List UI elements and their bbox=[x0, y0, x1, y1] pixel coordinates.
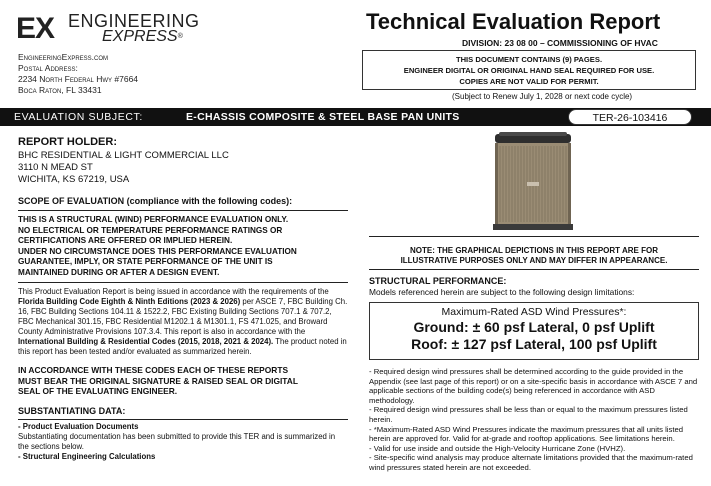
para-bold: Florida Building Code Eighth & Ninth Editions (2023 & 2026) bbox=[18, 297, 241, 306]
divider bbox=[369, 269, 699, 270]
renew-note: (Subject to Renew July 1, 2028 or next code cycle) bbox=[452, 92, 633, 101]
holder-street: 3110 N MEAD ST bbox=[18, 162, 93, 173]
accordance-notice bbox=[18, 365, 348, 397]
scope-line: THIS IS A STRUCTURAL (WIND) PERFORMANCE EVALUATION ONLY. bbox=[18, 215, 289, 224]
list-item: - *Maximum-Rated ASD Wind Pressures indicate the maximum pressures that all units listed herein are approved for. Valid for at-grade and rooftop applications. See limitations herein. bbox=[369, 424, 684, 444]
para-text: per ASCE 7, FBC Building Ch. 16, FBC Building Sections 104.11 & 1522.2, FBC Existing Building Sections 707.1 & 707.2, FBC Mechanical 301.15, FBC Residential M1202.1 & M1301.1, FS 471.025, and Broward County Administrative Provisions 107.3.4. This report is also in accordance with the bbox=[18, 297, 348, 336]
substantiating-text-1: Substantiating documentation has been submitted to provide this TER and is summarized in the sections below. bbox=[18, 431, 336, 451]
list-item: - Required design wind pressures shall be less than or equal to the maximum pressures listed herein. bbox=[369, 405, 688, 424]
document-notice-box bbox=[362, 50, 696, 90]
substantiating-heading: SUBSTANTIATING DATA: bbox=[18, 405, 126, 416]
note-line: ILLUSTRATIVE PURPOSES ONLY AND MAY DIFFER IN APPEARANCE. bbox=[400, 256, 668, 265]
company-logo bbox=[16, 12, 221, 46]
divider bbox=[18, 210, 348, 211]
notice-line-1: THIS DOCUMENT CONTAINS (9) PAGES. bbox=[455, 55, 603, 64]
substantiating-item-2: - Structural Engineering Calculations bbox=[18, 451, 156, 461]
holder-city: WICHITA, KS 67219, USA bbox=[18, 174, 130, 185]
note-line: NOTE: THE GRAPHICAL DEPICTIONS IN THIS REPORT ARE FOR bbox=[409, 246, 658, 255]
postal-address-label: Postal Address: bbox=[18, 63, 78, 73]
wind-pressure-roof: Roof: ± 127 psf Lateral, 100 psf Uplift bbox=[411, 336, 657, 352]
address-city: Boca Raton, FL 33431 bbox=[18, 85, 102, 95]
logo-word-express: EXPRESS® bbox=[102, 28, 183, 45]
left-column bbox=[18, 136, 348, 462]
structural-performance-heading: STRUCTURAL PERFORMANCE: bbox=[369, 276, 507, 286]
evaluation-subject-bar bbox=[0, 108, 711, 126]
report-holder-heading: REPORT HOLDER: bbox=[18, 136, 117, 148]
notice-line-3: COPIES ARE NOT VALID FOR PERMIT. bbox=[459, 77, 599, 86]
right-column bbox=[369, 130, 699, 473]
evaluation-subject-value: E-CHASSIS COMPOSITE & STEEL BASE PAN UNITS bbox=[186, 111, 460, 123]
wind-pressure-title: Maximum-Rated ASD Wind Pressures*: bbox=[441, 306, 627, 318]
substantiating-item-1: - Product Evaluation Documents bbox=[18, 421, 139, 431]
logo-word-engineering: ENGINEERING bbox=[68, 11, 200, 31]
limitations-list bbox=[369, 367, 699, 473]
structural-performance-text: Models referenced herein are subject to the following design limitations: bbox=[369, 287, 635, 297]
product-image-area bbox=[369, 130, 699, 234]
para-text: This Product Evaluation Report is being issued in accordance with the requirements of the bbox=[18, 287, 329, 296]
evaluation-subject-label: EVALUATION SUBJECT: bbox=[14, 111, 143, 123]
divider bbox=[369, 236, 699, 237]
logo-mark: EX bbox=[16, 12, 55, 45]
accordance-line: MUST BEAR THE ORIGINAL SIGNATURE & RAISED SEAL OR DIGITAL bbox=[18, 375, 298, 386]
holder-name: BHC RESIDENTIAL & LIGHT COMMERCIAL LLC bbox=[18, 150, 229, 161]
hvac-unit-image bbox=[489, 132, 577, 232]
list-item: - Site-specific wind analysis may produce alternate limitations provided that the maximum-rated wind pressures stated herein are not exceeded. bbox=[369, 453, 693, 472]
wind-pressure-box bbox=[369, 302, 699, 360]
company-website: EngineeringExpress.com bbox=[18, 52, 109, 62]
wind-pressure-ground: Ground: ± 60 psf Lateral, 0 psf Uplift bbox=[413, 319, 655, 335]
scope-line: GUARANTEE, IMPLY, OR STATE PERFORMANCE OF THE UNIT IS bbox=[18, 257, 273, 266]
divider bbox=[18, 419, 348, 420]
scope-line: UNDER NO CIRCUMSTANCE DOES THIS PERFORMANCE EVALUATION bbox=[18, 246, 297, 256]
notice-line-2: ENGINEER DIGITAL OR ORIGINAL HAND SEAL REQUIRED FOR USE. bbox=[403, 66, 655, 75]
list-item: - Required design wind pressures shall be determined according to the guide provided in the Appendix (see last page of this report) or on a site-specific basis in accordance with ASCE 7 and applicable sections of the building code(s) being referenced in accordance with ASD methodology. bbox=[369, 367, 698, 405]
report-title: Technical Evaluation Report bbox=[366, 9, 661, 34]
report-holder-info bbox=[18, 150, 348, 186]
accordance-line: IN ACCORDANCE WITH THESE CODES EACH OF THESE REPORTS bbox=[18, 365, 289, 375]
scope-line: MAINTAINED DURING OR AFTER A DESIGN EVENT. bbox=[18, 267, 220, 277]
para-bold: International Building & Residential Codes (2015, 2018, 2021 & 2024). bbox=[18, 337, 274, 346]
list-item: - Valid for use inside and outside the High-Velocity Hurricane Zone (HVHZ). bbox=[369, 443, 626, 453]
graphical-depiction-note bbox=[369, 243, 699, 266]
report-number-badge: TER-26-103416 bbox=[568, 109, 692, 125]
address-street: 2234 North Federal Hwy #7664 bbox=[18, 74, 139, 84]
product-evaluation-paragraph bbox=[18, 287, 348, 357]
para-text: The product noted in this report has been tested and/or evaluated as summarized herein. bbox=[18, 337, 347, 356]
division-text: DIVISION: 23 08 00 – COMMISSIONING OF HVAC bbox=[462, 38, 658, 48]
accordance-line: SEAL OF THE EVALUATING ENGINEER. bbox=[18, 386, 178, 396]
scope-line: NO ELECTRICAL OR TEMPERATURE PERFORMANCE RATINGS OR bbox=[18, 225, 283, 235]
scope-heading: SCOPE OF EVALUATION (compliance with the following codes): bbox=[18, 196, 293, 206]
scope-body bbox=[18, 215, 348, 278]
report-header bbox=[0, 0, 711, 108]
divider bbox=[18, 282, 348, 283]
scope-line: CERTIFICATIONS ARE OFFERED OR IMPLIED HEREIN. bbox=[18, 236, 233, 245]
company-address bbox=[18, 52, 138, 96]
